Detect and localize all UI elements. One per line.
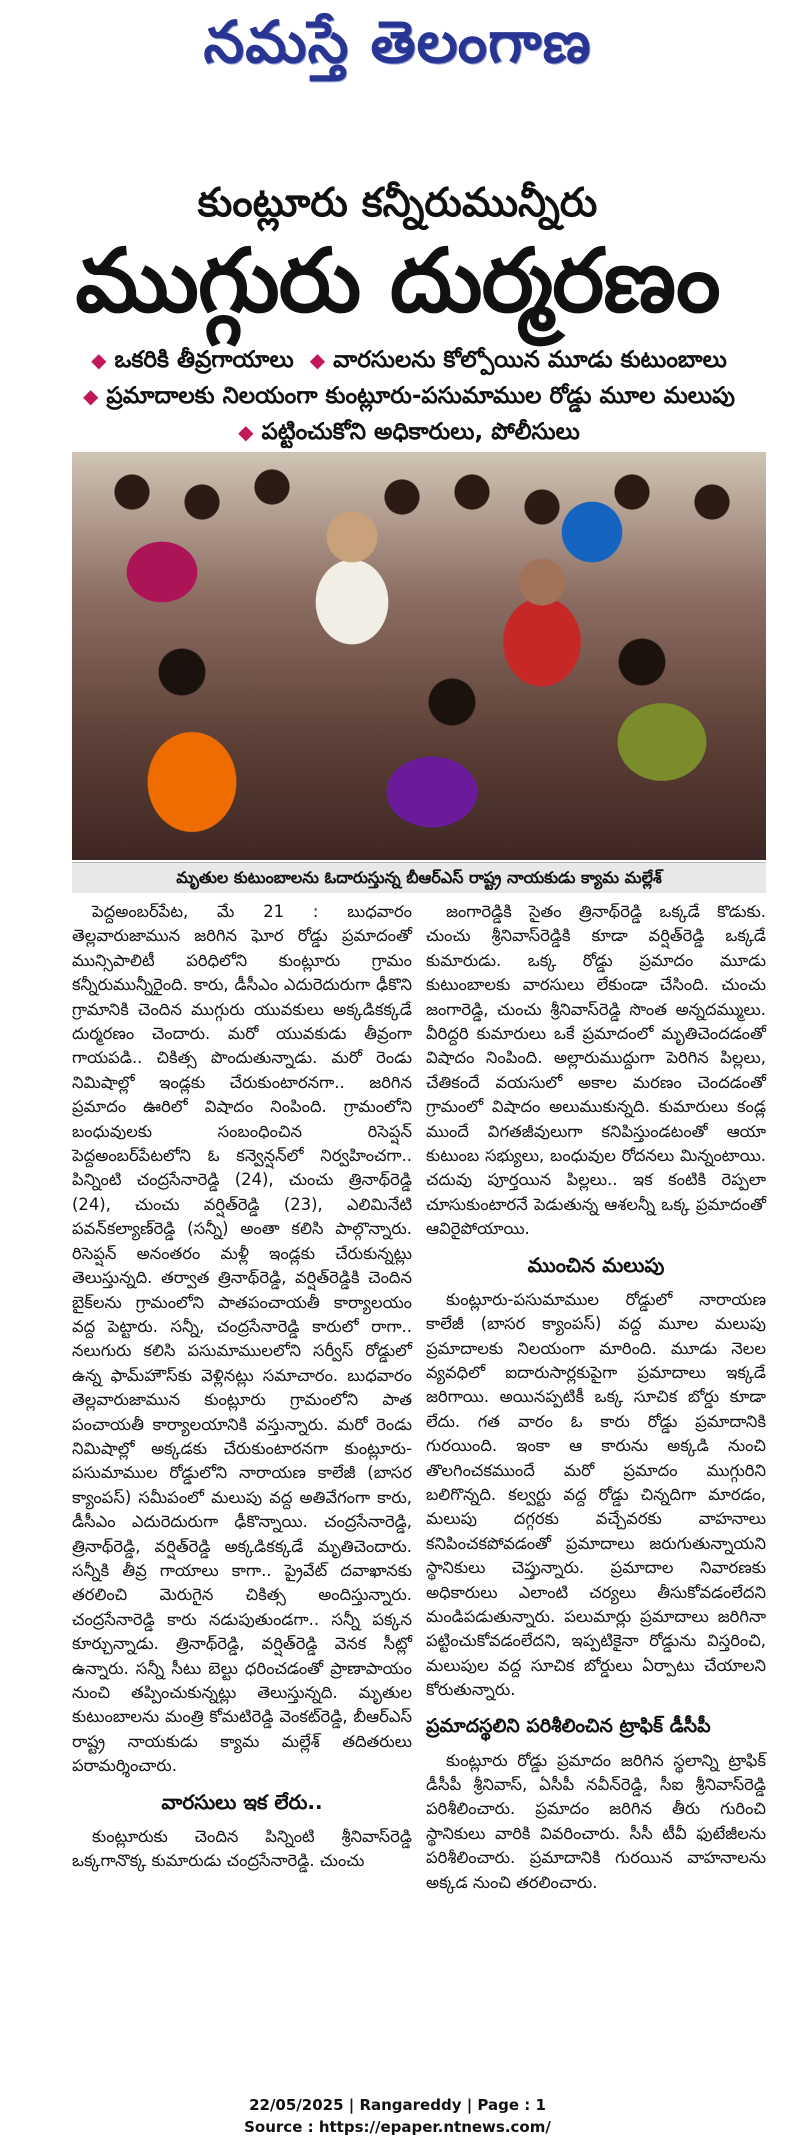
article-paragraph: కుంట్లూరుకు చెందిన పిన్నింటి శ్రీనివాస్‌రెడ్డి ఒక్కగానొక్క కుమారుడు చంద్రసేనారెడ్డి. చుంచు [72,1826,412,1871]
article-paragraph: పెద్దఅంబర్‌పేట, మే 21 : బుధవారం తెల్లవారుజామున జరిగిన ఘోర రోడ్డు ప్రమాదంతో మున్సిపాలిటీ పరిధిలోని కుంట్లూరు గ్రామం కన్నీరుమున్నీరైంది. కారు, డీసీఎం ఎదురెదురుగా ఢీకొని గ్రామానికి చెందిన ముగ్గురు యువకులు అక్కడికక్కడే దుర్మరణం చెందారు. మరో యువకుడు తీవ్రంగా గాయపడి.. చికిత్స పొందుతున్నాడు. మరో రెండు నిమిషాల్లో ఇండ్లకు చేరుకుంటారనగా.. జరిగిన ప్రమాదం ఊరిలో విషాదం నింపింది. గ్రామంలోని బంధువులకు సంబంధించిన రిసెప్షన్‌ పెద్దఅంబర్‌పేటలోని ఓ కన్వెన్షన్‌లో నిర్వహించగా.. పిన్నింటి చంద్రసేనారెడ్డి (24), చుంచు త్రినాథ్‌రెడ్డి (24), చుంచు వర్షిత్‌రెడ్డి (23), ఎలిమినేటి పవన్‌కల్యాణ్‌రెడ్డి (సన్నీ) అంతా కలిసి పాల్గొన్నారు. రిసెప్షన్‌ అనంతరం మళ్లీ ఇండ్లకు చేరుకున్నట్లు తెలుస్తున్నది. తర్వాత త్రినాథ్‌రెడ్డి, వర్షిత్‌రెడ్డికి చెందిన బైక్‌లను గ్రామంలోని పాతపంచాయతీ కార్యాలయం వద్ద పెట్టారు. సన్నీ, చంద్రసేనారెడ్డి కారులో రాగా.. నలుగురు కలిసి పసుమాములలోని సర్వీస్‌ రోడ్డులో ఉన్న ఫామ్‌హౌస్‌కు వెళ్లినట్లు సమాచారం. బుధవారం తెల్లవారుజామున కుంట్లూరు గ్రామంలోని పాత పంచాయతీ కార్యాలయానికి వస్తున్నారు. మరో రెండు నిమిషాల్లో అక్కడకు చేరుకుంటారనగా కుంట్లూరు-పసుమాముల రోడ్డులోని నారాయణ కాలేజీ (బాసర క్యాంపస్‌) సమీపంలో మలుపు వద్ద అతివేగంగా కారు, డీసీఎం ఎదురెదురుగా ఢీకొన్నాయి. చంద్రసేనారెడ్డి, త్రినాథ్‌రెడ్డి, వర్షిత్‌రెడ్డి అక్కడికక్కడే మృతిచెందారు. సన్నీకి తీవ్ర గాయాలు కాగా.. ప్రైవేట్‌ దవాఖానకు తరలించి మెరుగైన చికిత్స అందిస్తున్నారు. చంద్రసేనారెడ్డి కారు నడుపుతుండగా.. సన్నీ పక్కన కూర్చున్నాడు. త్రినాథ్‌రెడ్డి, వర్షిత్‌రెడ్డి వెనక సీట్లో ఉన్నారు. సన్నీ సీటు బెల్టు ధరించడంతో ప్రాణాపాయం నుంచి తప్పించుకున్నట్లు తెలుస్తున్నది. మృతుల కుటుంబాలను మంత్రి కోమటిరెడ్డి వెంకట్‌రెడ్డి, బీఆర్‌ఎస్‌ రాష్ట్ర నాయకుడు క్యామ మల్లేశ్‌ తదితరులు పరామర్శించారు. [72,902,412,1776]
edition-info: 22/05/2025 | Rangareddy | Page : 1 [249,2096,546,2114]
subheading: ముంచిన మలుపు [527,1252,665,1277]
bullet-diamond-icon: ◆ [82,384,99,408]
article-headline: ముగ్గురు దుర్మరణం [75,228,720,332]
highlights-line-1 [60,342,750,378]
highlight-item: వారసులను కోల్పోయిన మూడు కుటుంబాలు [333,347,727,373]
source-link[interactable]: Source : https://epaper.ntnews.com/ [244,2118,551,2136]
article-kicker: కుంట్లూరు కన్నీరుమున్నీరు [197,180,598,226]
highlight-item: ప్రమాదాలకు నిలయంగా కుంట్లూరు-పసుమాముల రోడ్డు మూల మలుపు [106,383,736,409]
photo-crowd [72,452,766,860]
page-footer [0,2094,795,2138]
article-paragraph: కుంట్లూరు రోడ్డు ప్రమాదం జరిగిన స్థలాన్ని ట్రాఫిక్‌ డీసీపీ శ్రీనివాస్‌, ఏసీపీ నవీన్‌రెడ్డి, సీఐ శ్రీనివాస్‌రెడ్డి పరిశీలించారు. ప్రమాదం జరిగిన తీరు గురించి స్థానికులు వారికి వివరించారు. సీసీ టీవీ ఫుటేజీలను పరిశీలించారు. ప్రమాదానికి గురయిన వాహనాలను అక్కడ నుంచి తరలించారు. [426,1750,766,1892]
subheading: ప్రమాదస్థలిని పరిశీలించిన ట్రాఫిక్‌ డీసీపీ [426,1714,711,1737]
highlight-item: పట్టించుకోని అధికారులు, పోలీసులు [261,419,580,445]
highlights [60,342,750,450]
article-paragraph: జంగారెడ్డికి సైతం త్రినాథ్‌రెడ్డి ఒక్కడే కొడుకు. చుంచు శ్రీనివాస్‌రెడ్డికి కూడా వర్షిత్‌రెడ్డి ఒక్కడే కుమారుడు. ఒక్క రోడ్డు ప్రమాదం మూడు కుటుంబాలకు వారసులు లేకుండా చేసింది. చుంచు జంగారెడ్డి, చుంచు శ్రీనివాస్‌రెడ్డి సొంత అన్నదమ్ములు. వీరిద్దరి కుమారులు ఒకే ప్రమాదంలో మృతిచెందడంతో విషాదం నింపింది. అల్లారుముద్దుగా పెరిగిన పిల్లలు, చేతికందే వయసులో అకాల మరణం చెందడంతో గ్రామంలో విషాదం అలుముకున్నది. కుమారులు కండ్ల ముందే విగతజీవులుగా కనిపిస్తుండటంతో ఆయా కుటుంబ సభ్యులు, బంధువుల రోదనలు మిన్నంటాయి. చదువు పూర్తయిన పిల్లలు.. ఇక కంటికి రెప్పలా చూసుకుంటారనే పెడుతున్న ఆశలన్నీ ఒక్క ప్రమాదంతో ఆవిరైపోయాయి. [426,902,766,1239]
news-photo [72,452,766,860]
subheading: వారసులు ఇక లేరు.. [161,1789,323,1814]
highlights-line-3 [60,414,750,450]
photo-caption: మృతుల కుటుంబాలను ఓదారుస్తున్న బీఆర్‌ఎస్‌ రాష్ట్ర నాయకుడు క్యామ మల్లేశ్‌ [72,862,766,893]
highlight-item: ఒకరికి తీవ్రగాయాలు [114,347,294,373]
bullet-diamond-icon: ◆ [91,348,107,372]
article-column-right [426,900,766,1899]
masthead [0,10,795,74]
newspaper-logo: నమస్తే తెలంగాణ [203,8,592,76]
article-column-left [72,900,412,1877]
bullet-diamond-icon: ◆ [309,348,326,372]
bullet-diamond-icon: ◆ [238,420,254,444]
highlights-line-2 [60,378,750,414]
article-paragraph: కుంట్లూరు-పసుమాముల రోడ్డులో నారాయణ కాలేజీ (బాసర క్యాంపస్‌) వద్ద మూల మలుపు ప్రమాదాలకు నిలయంగా మారింది. మూడు నెలల వ్యవధిలో ఐదారుసార్లకుపైగా ప్రమాదాలు ఇక్కడే జరిగాయి. అయినప్పటికీ ఒక్క సూచిక బోర్డు కూడా లేదు. గత వారం ఓ కారు రోడ్డు ప్రమాదానికి గురయింది. ఇంకా ఆ కారును అక్కడి నుంచి తొలగించకముందే మరో ప్రమాదం ముగ్గురిని బలిగొన్నది. కల్వర్టు వద్ద రోడ్డు చిన్నదిగా మారడం, మలుపు దగ్గరకు వచ్చేవరకు వాహనాలు కనిపించకపోవడంతో ప్రమాదాలు జరుగుతున్నాయని స్థానికులు చెప్తున్నారు. ప్రమాదాల నివారణకు అధికారులు ఎలాంటి చర్యలు తీసుకోవడంలేదని మండిపడుతున్నారు. పలుమార్లు ప్రమాదాలు జరిగినా పట్టించుకోవడంలేదని, ఇప్పటికైనా రోడ్డును విస్తరించి, మలుపుల వద్ద సూచిక బోర్డులు ఏర్పాటు చేయాలని కోరుతున్నారు. [426,1289,766,1700]
